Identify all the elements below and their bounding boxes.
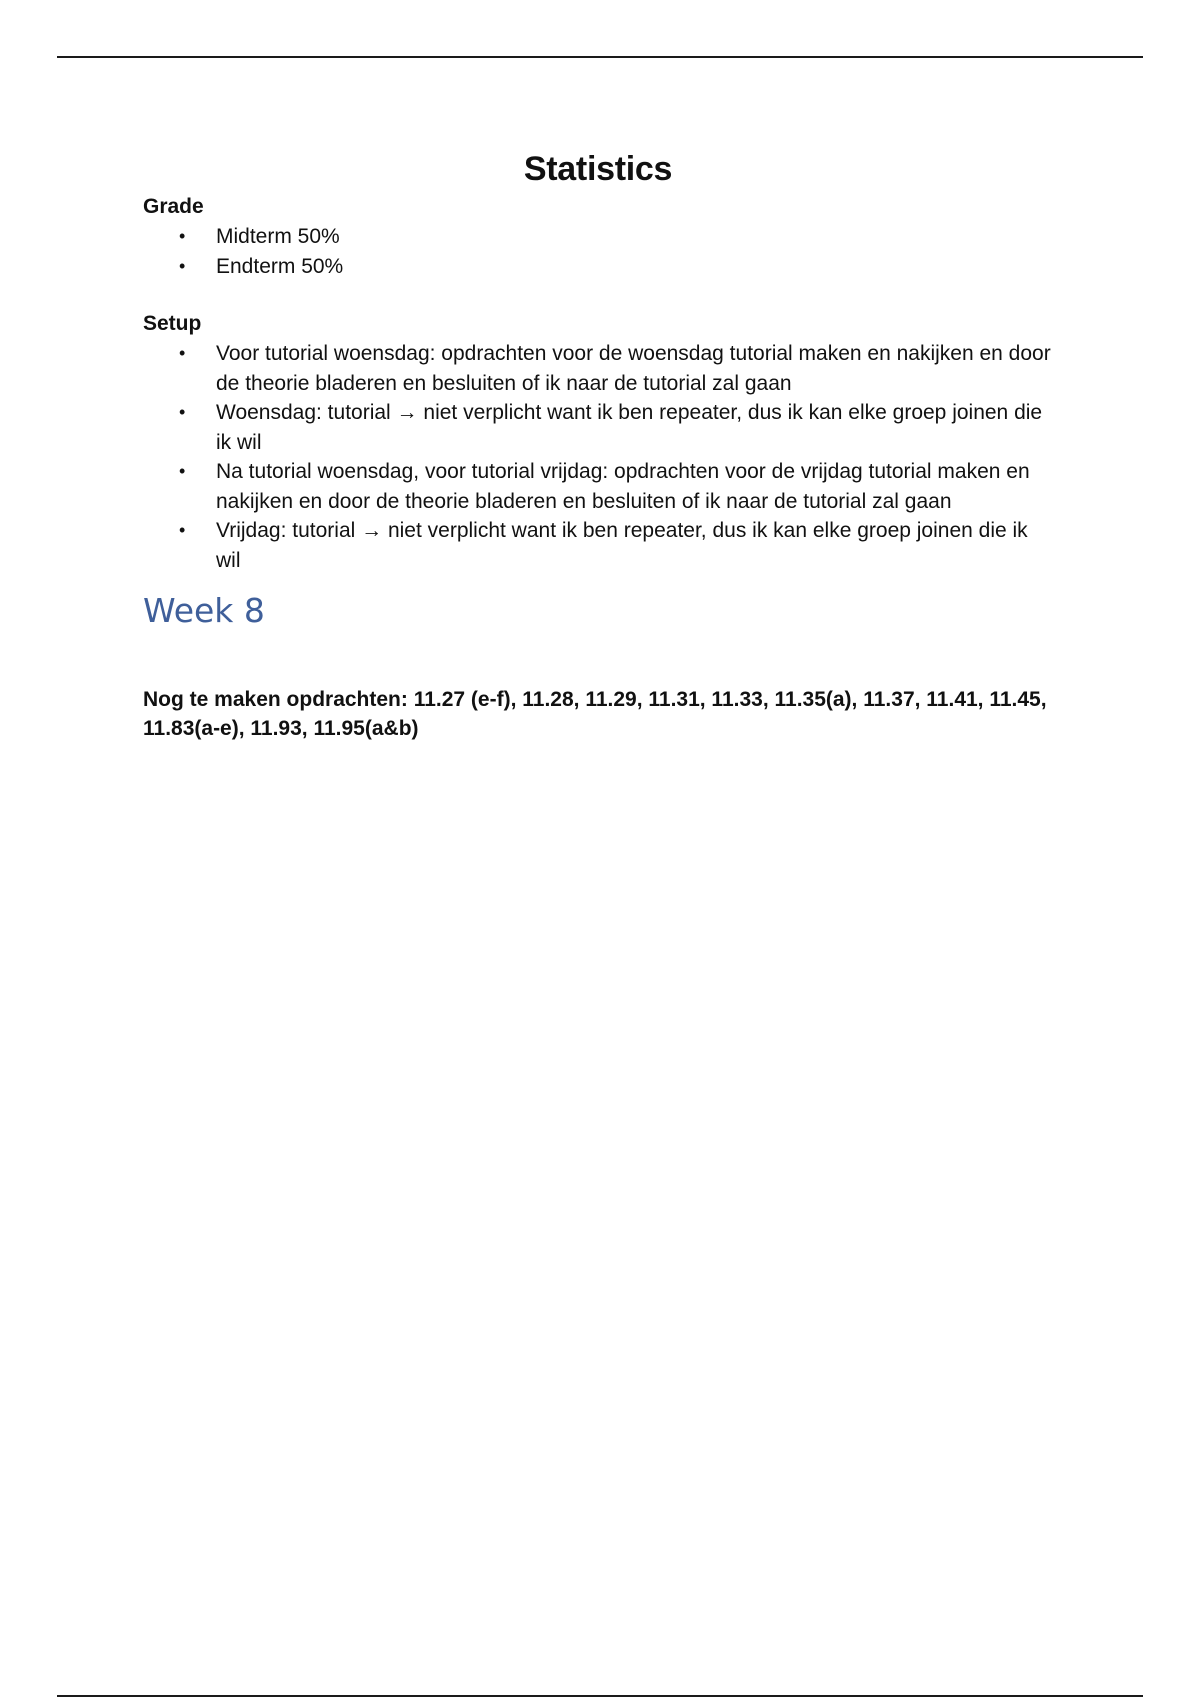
- list-item: [143, 516, 1053, 575]
- bullet-icon: •: [179, 520, 186, 540]
- list-item-text: Midterm 50%: [216, 225, 340, 248]
- list-item: [143, 457, 1053, 516]
- footer-rule: [57, 1695, 1143, 1697]
- todo-assignments: Nog te maken opdrachten: 11.27 (e-f), 11.28, 11.29, 11.31, 11.33, 11.35(a), 11.37, 11.41, 11.45, 11.83(a-e), 11.93, 11.95(a&b): [143, 688, 1047, 740]
- list-item: [143, 398, 1053, 457]
- list-item-text: Na tutorial woensdag, voor tutorial vrijdag: opdrachten voor de vrijdag tutorial maken en nakijken en door de theorie bladeren en besluiten of ik naar de tutorial zal gaan: [216, 460, 1030, 513]
- bullet-icon: •: [179, 255, 186, 276]
- week-heading: Week 8: [143, 591, 265, 630]
- list-item-text: Woensdag: tutorial → niet verplicht want ik ben repeater, dus ik kan elke groep joinen die ik wil: [216, 401, 1043, 454]
- grade-list: [143, 222, 1053, 281]
- setup-list: [143, 339, 1053, 575]
- grade-heading: Grade: [143, 195, 204, 218]
- bullet-icon: •: [179, 226, 186, 246]
- setup-heading: Setup: [143, 312, 202, 335]
- list-item-text: Voor tutorial woensdag: opdrachten voor de woensdag tutorial maken en nakijken en door de theorie bladeren en besluiten of ik naar de tutorial zal gaan: [216, 342, 1051, 395]
- list-item-text: Vrijdag: tutorial → niet verplicht want ik ben repeater, dus ik kan elke groep joinen die ik wil: [216, 519, 1028, 572]
- bullet-icon: •: [179, 402, 186, 422]
- list-item: [143, 222, 1053, 252]
- bullet-icon: •: [179, 343, 186, 363]
- list-item: [143, 339, 1053, 398]
- document-title: Statistics: [523, 150, 673, 188]
- list-item-text: Endterm 50%: [216, 254, 344, 278]
- list-item: [143, 252, 1053, 282]
- header-rule: [57, 56, 1143, 58]
- document-body: [143, 146, 1053, 743]
- bullet-icon: •: [179, 461, 186, 481]
